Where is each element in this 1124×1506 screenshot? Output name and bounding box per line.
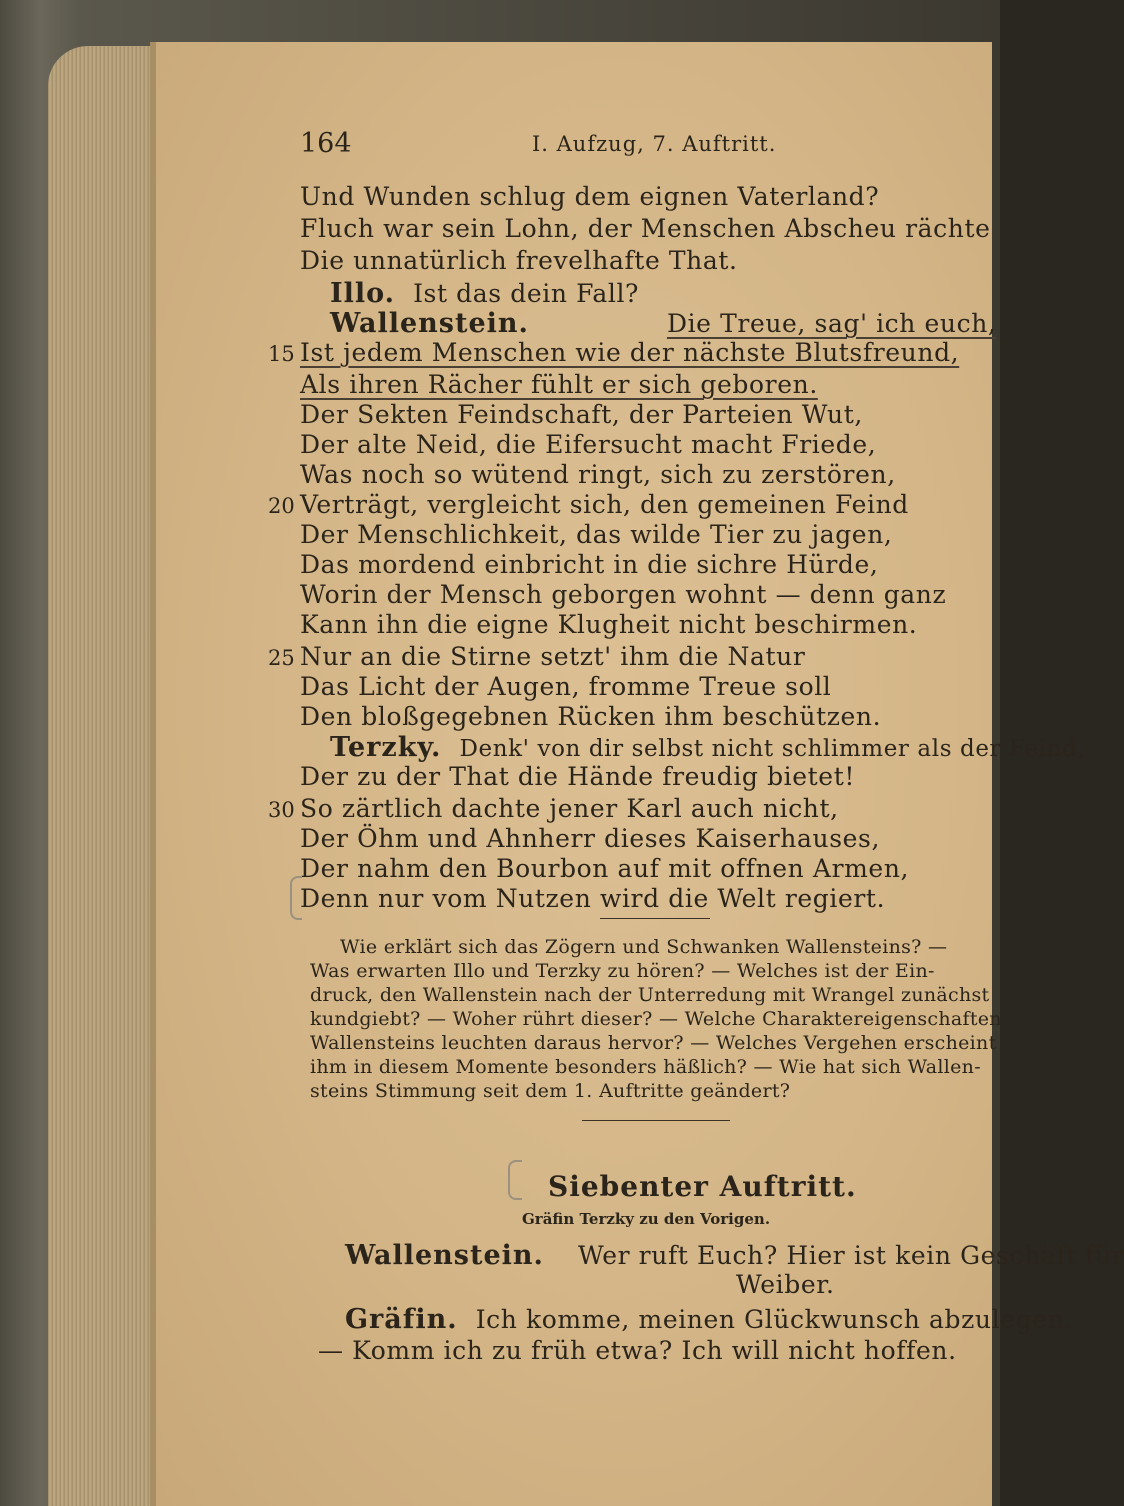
page-header (300, 128, 960, 168)
line-number: 15 (268, 342, 295, 366)
speaker-name: Terzky. (330, 732, 442, 763)
verse-line: Der zu der That die Hände freudig bietet! (300, 762, 855, 791)
verse-line: Illo. Ist das dein Fall? (330, 278, 640, 309)
verse-line: Der nahm den Bourbon auf mit offnen Armen, (300, 854, 910, 883)
divider-rule (600, 918, 710, 919)
verse-line: Der Sekten Feindschaft, der Parteien Wut, (300, 400, 863, 429)
verse-line: Terzky. Denk' von dir selbst nicht schlimmer als der Feind, (330, 732, 1086, 763)
dialogue-line: Wallenstein. Wer ruft Euch? Hier ist kein Geschäft für (345, 1240, 1124, 1271)
question-line: druck, den Wallenstein nach der Unterredung mit Wrangel zunächst (310, 984, 990, 1006)
divider-rule (582, 1120, 730, 1121)
question-line: steins Stimmung seit dem 1. Auftritte geändert? (310, 1080, 791, 1102)
question-line: ihm in diesem Momente besonders häßlich? — Wie hat sich Wallen- (310, 1056, 981, 1078)
dialogue-line: Gräfin. Ich komme, meinen Glückwunsch abzulegen. (345, 1304, 1073, 1335)
verse-line: Denn nur vom Nutzen wird die Welt regiert. (300, 884, 886, 913)
verse-line: Fluch war sein Lohn, der Menschen Abscheu rächte (300, 214, 991, 243)
scene-title: Siebenter Auftritt. (548, 1170, 857, 1203)
verse-line: Der Menschlichkeit, das wilde Tier zu jagen, (300, 520, 893, 549)
verse-line: Nur an die Stirne setzt' ihm die Natur (300, 642, 806, 671)
question-line: Wie erklärt sich das Zögern und Schwanken Wallensteins? — (340, 936, 948, 958)
verse-line: Die unnatürlich frevelhafte That. (300, 246, 738, 275)
verse-line: Der alte Neid, die Eifersucht macht Friede, (300, 430, 877, 459)
dialogue-line: Weiber. (736, 1270, 835, 1299)
verse-line: Wallenstein. Die Treue, sag' ich euch, (330, 308, 997, 339)
line-number: 20 (268, 494, 295, 518)
verse-line: Kann ihn die eigne Klugheit nicht beschirmen. (300, 610, 918, 639)
verse-line: So zärtlich dachte jener Karl auch nicht, (300, 794, 839, 823)
verse-line: Und Wunden schlug dem eignen Vaterland? (300, 182, 880, 211)
speaker-name: Gräfin. (345, 1304, 458, 1335)
verse-line: Was noch so wütend ringt, sich zu zerstören, (300, 460, 896, 489)
line-number: 25 (268, 646, 295, 670)
line-number: 30 (268, 798, 295, 822)
speaker-name: Wallenstein. (345, 1240, 544, 1271)
pencil-mark (290, 876, 302, 920)
verse-line: Der Öhm und Ahnherr dieses Kaiserhauses, (300, 824, 880, 853)
page-number: 164 (300, 128, 352, 159)
question-line: Wallensteins leuchten daraus hervor? — Welches Vergehen erscheint (310, 1032, 997, 1054)
scene-cast: Gräfin Terzky zu den Vorigen. (522, 1210, 771, 1228)
speaker-name: Illo. (330, 278, 396, 309)
verse-line: Verträgt, vergleicht sich, den gemeinen Feind (300, 490, 909, 519)
verse-line: Ist jedem Menschen wie der nächste Blutsfreund, (300, 338, 960, 367)
verse-line: Das Licht der Augen, fromme Treue soll (300, 672, 832, 701)
verse-line: Worin der Mensch geborgen wohnt — denn ganz (300, 580, 947, 609)
verse-line: Das mordend einbricht in die sichre Hürde, (300, 550, 879, 579)
speaker-name: Wallenstein. (330, 308, 529, 339)
dialogue-line: — Komm ich zu früh etwa? Ich will nicht hoffen. (318, 1336, 957, 1365)
running-title: I. Aufzug, 7. Auftritt. (532, 132, 777, 156)
question-line: Was erwarten Illo und Terzky zu hören? — Welches ist der Ein- (310, 960, 935, 982)
pencil-mark (508, 1160, 522, 1200)
question-line: kundgiebt? — Woher rührt dieser? — Welche Charaktereigenschaften (310, 1008, 1002, 1030)
verse-line: Als ihren Rächer fühlt er sich geboren. (300, 370, 818, 399)
verse-line: Den bloßgegebnen Rücken ihm beschützen. (300, 702, 882, 731)
